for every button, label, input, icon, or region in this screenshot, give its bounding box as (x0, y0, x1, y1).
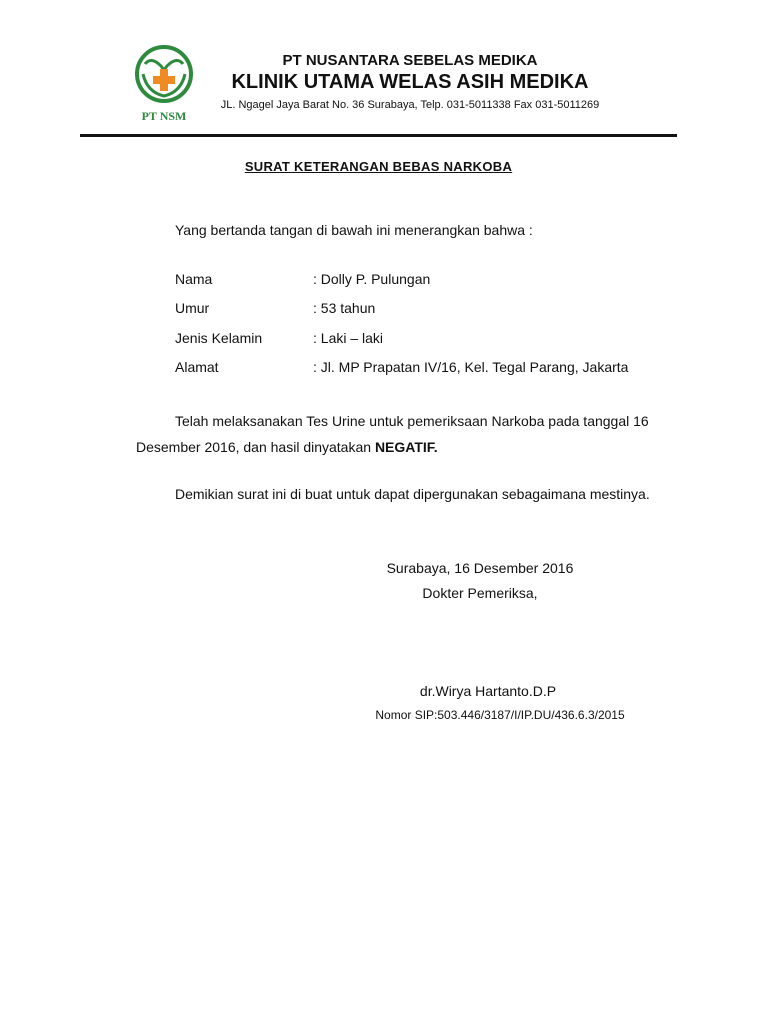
closing-text: Demikian surat ini di buat untuk dapat dipergunakan sebagaimana mestinya. (175, 486, 650, 502)
signature-role: Dokter Pemeriksa, (422, 585, 538, 601)
clinic-name: KLINIK UTAMA WELAS ASIH MEDIKA (231, 71, 589, 93)
field-label-nama: Nama (175, 271, 213, 287)
field-label-alamat: Alamat (175, 359, 219, 375)
body-line-2-text: Desember 2016, dan hasil dinyatakan (136, 439, 375, 455)
result-negatif: NEGATIF. (374, 439, 438, 455)
letterhead-divider (80, 134, 677, 137)
field-label-jenis-kelamin: Jenis Kelamin (175, 330, 263, 346)
intro-text: Yang bertanda tangan di bawah ini menerangkan bahwa : (175, 222, 533, 238)
field-label-umur: Umur (175, 300, 210, 316)
document-title: SURAT KETERANGAN BEBAS NARKOBA (244, 159, 513, 174)
clinic-address: JL. Ngagel Jaya Barat No. 36 Surabaya, Telp. 031-5011338 Fax 031-5011269 (220, 99, 600, 111)
signature-sip-number: Nomor SIP:503.446/3187/I/IP.DU/436.6.3/2015 (375, 708, 625, 722)
field-value-umur: : 53 tahun (313, 300, 376, 316)
logo-text: PT NSM (141, 109, 187, 123)
company-name: PT NUSANTARA SEBELAS MEDIKA (282, 52, 538, 69)
field-value-alamat: : Jl. MP Prapatan IV/16, Kel. Tegal Parang, Jakarta (313, 359, 629, 375)
signature-place-date: Surabaya, 16 Desember 2016 (386, 560, 574, 576)
clinic-logo-icon (131, 44, 197, 104)
field-value-nama: : Dolly P. Pulungan (313, 271, 431, 287)
body-line-1: Telah melaksanakan Tes Urine untuk pemeriksaan Narkoba pada tanggal 16 (175, 413, 649, 429)
body-line-2 (136, 439, 438, 455)
field-value-jenis-kelamin: : Laki – laki (313, 330, 384, 346)
signature-name: dr.Wirya Hartanto.D.P (419, 683, 557, 699)
